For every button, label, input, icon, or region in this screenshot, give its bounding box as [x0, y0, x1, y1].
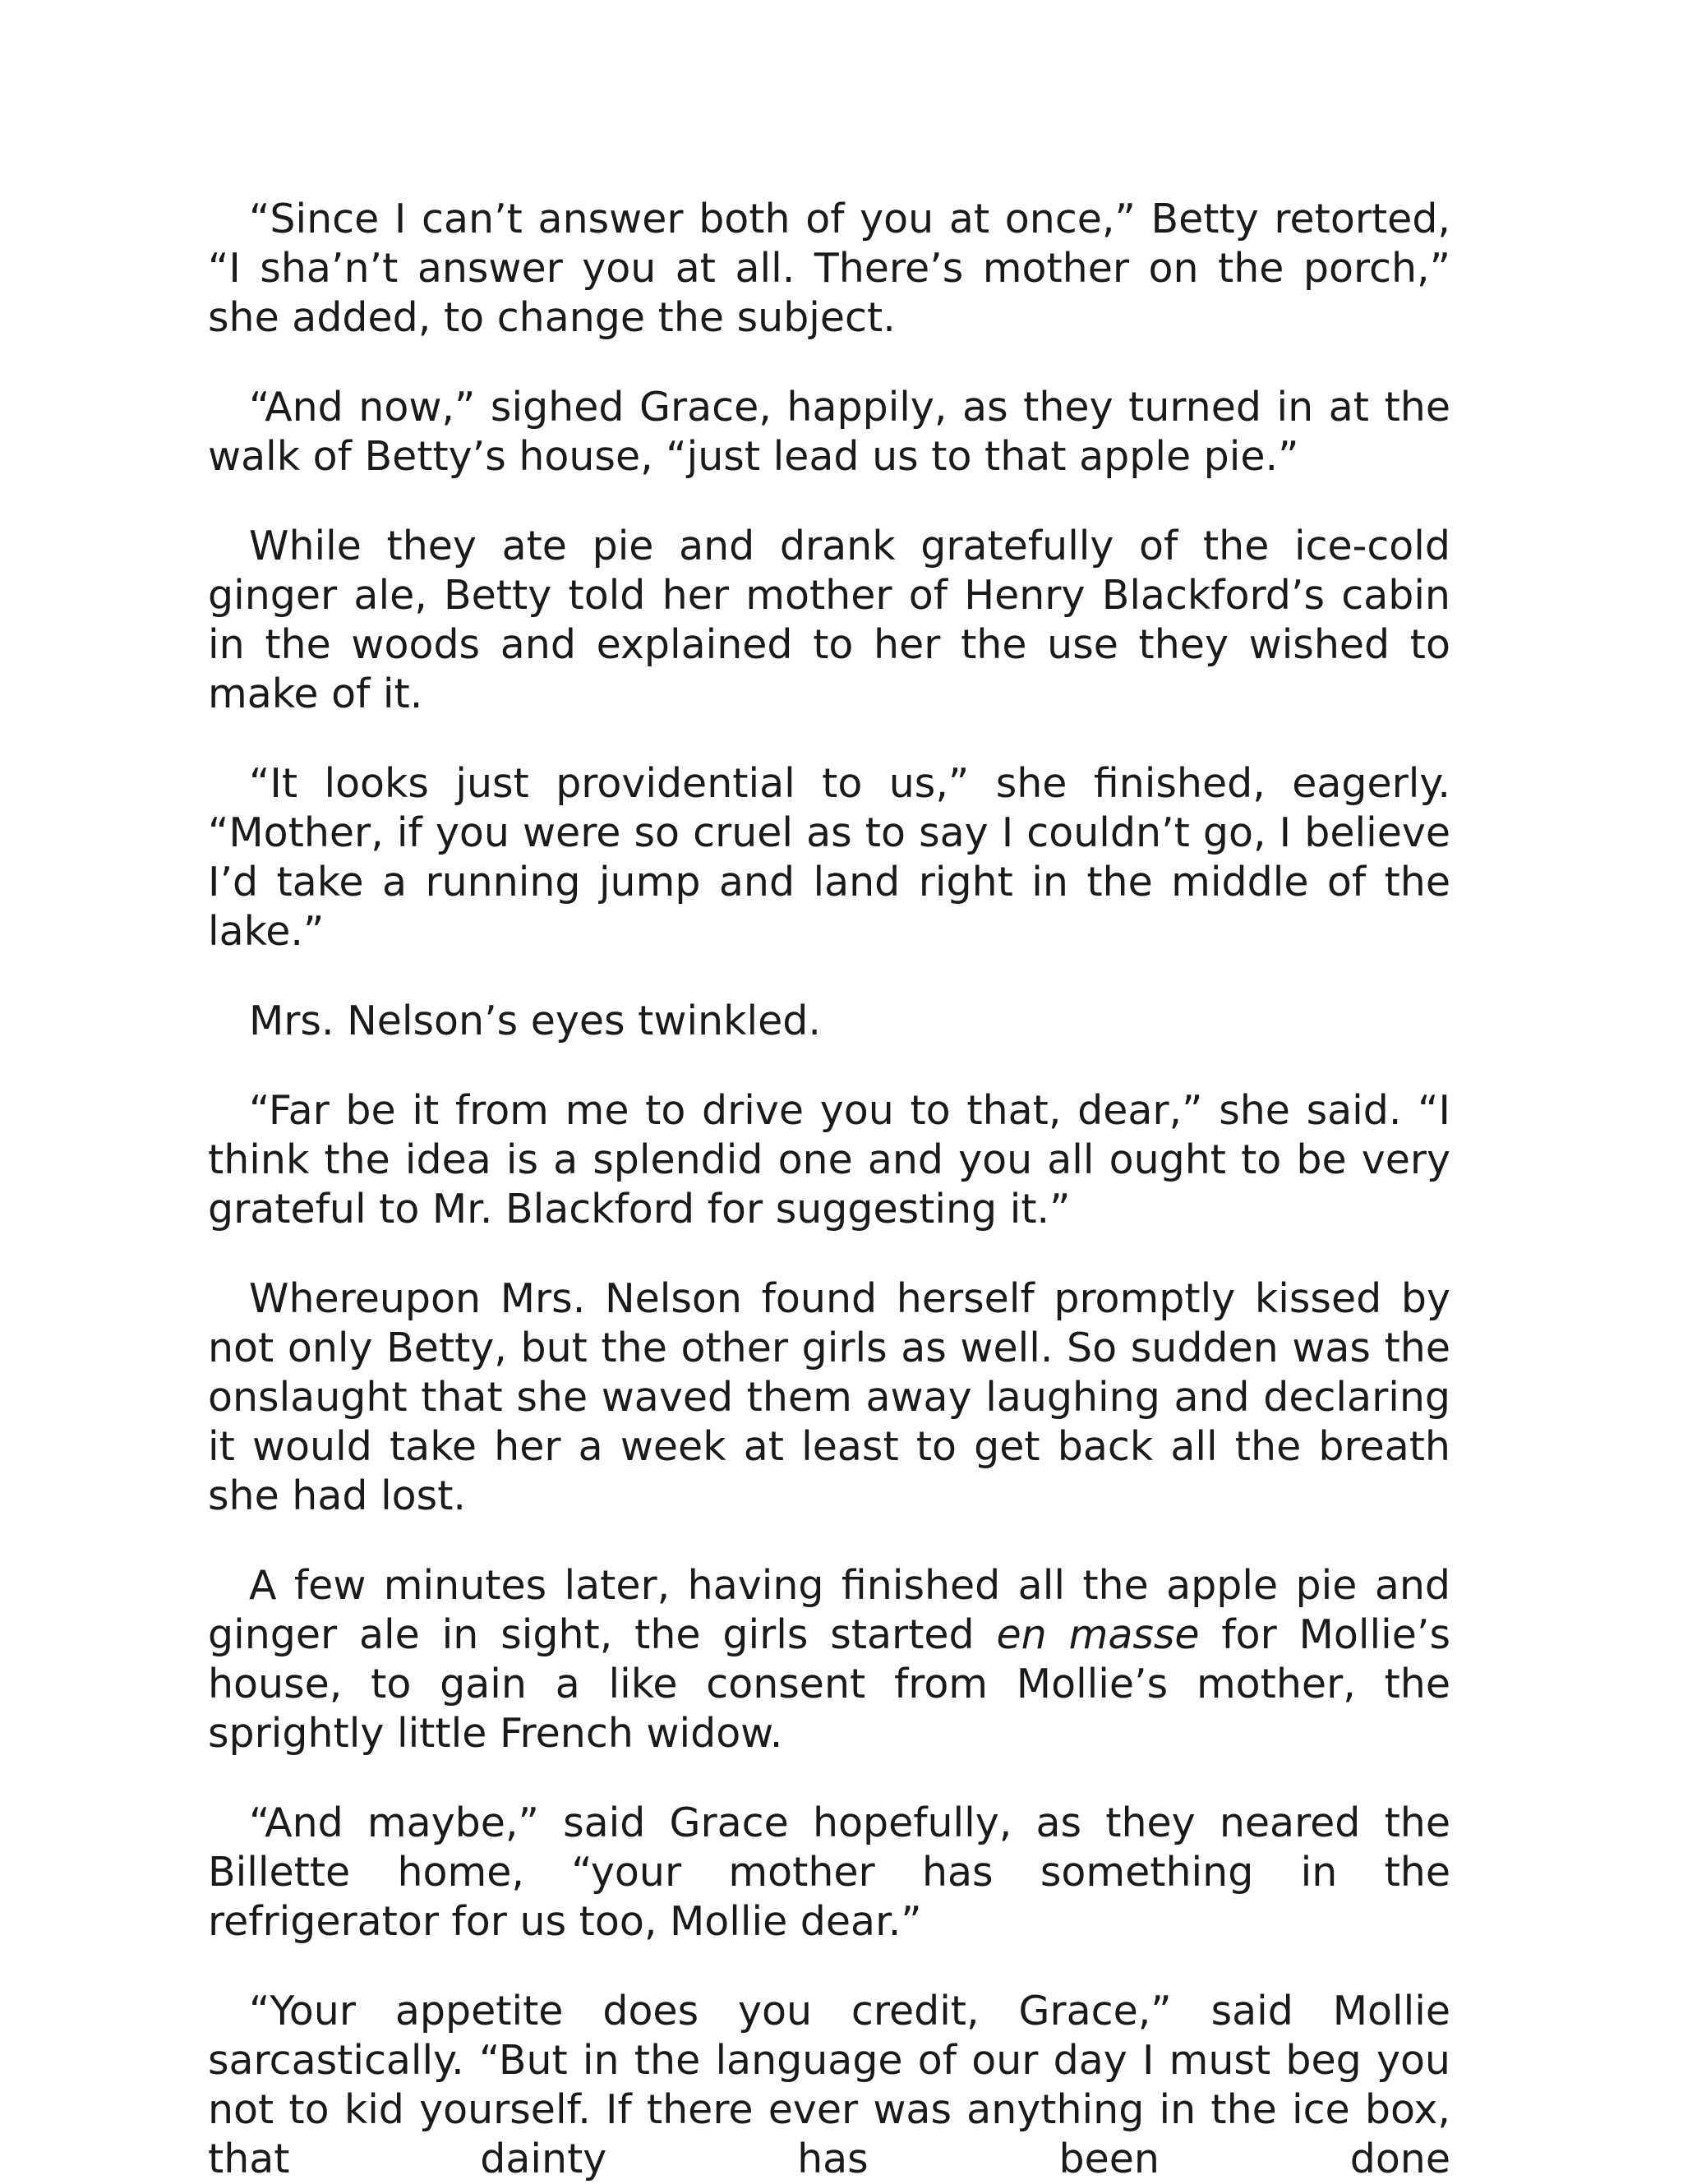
paragraph-4: “It looks just providential to us,” she finished, eagerly. “Mother, if you were so cruel as to say I couldn’t go, I believe I’d take a running jump and land right in the middle of the lake.”	[208, 760, 1450, 955]
paragraph-7: Whereupon Mrs. Nelson found herself promptly kissed by not only Betty, but the other girls as well. So sudden was the onslaught that she waved them away laughing and declaring it would take her a week at least to get back all the breath she had lost.	[208, 1275, 1450, 1519]
paragraph-9: “And maybe,” said Grace hopefully, as they neared the Billette home, “your mother has something in the refrigerator for us too, Mollie dear.”	[208, 1799, 1450, 1945]
paragraph-1: “Since I can’t answer both of you at once,” Betty retorted, “I sha’n’t answer you at all. There’s mother on the porch,” she added, to change the subject.	[208, 196, 1450, 341]
paragraph-8-after: for Mollie’s house, to gain a like consent from Mollie’s mother, the sprightly little French widow.	[208, 1611, 1451, 1757]
paragraph-2: “And now,” sighed Grace, happily, as they turned in at the walk of Betty’s house, “just lead us to that apple pie.”	[208, 384, 1450, 480]
paragraph-8-italic: en masse	[996, 1611, 1200, 1658]
paragraph-8	[208, 1561, 1450, 1758]
paragraph-5: Mrs. Nelson’s eyes twinkled.	[249, 998, 821, 1044]
paragraph-8-before: A few minutes later, having finished all the apple pie and ginger ale in sight, the girls started	[208, 1562, 1450, 1658]
book-page	[208, 195, 1450, 2184]
paragraph-6: “Far be it from me to drive you to that, dear,” she said. “I think the idea is a splendid one and you all ought to be very grateful to Mr. Blackford for suggesting it.”	[208, 1087, 1450, 1233]
paragraph-10: “Your appetite does you credit, Grace,” said Mollie sarcastically. “But in the language of our day I must beg you not to kid yourself. If there ever was anything in the ice box, that dainty has been done	[208, 1988, 1450, 2182]
paragraph-3: While they ate pie and drank gratefully of the ice-cold ginger ale, Betty told her mother of Henry Blackford’s cabin in the woods and explained to her the use they wished to make of it.	[208, 523, 1450, 717]
